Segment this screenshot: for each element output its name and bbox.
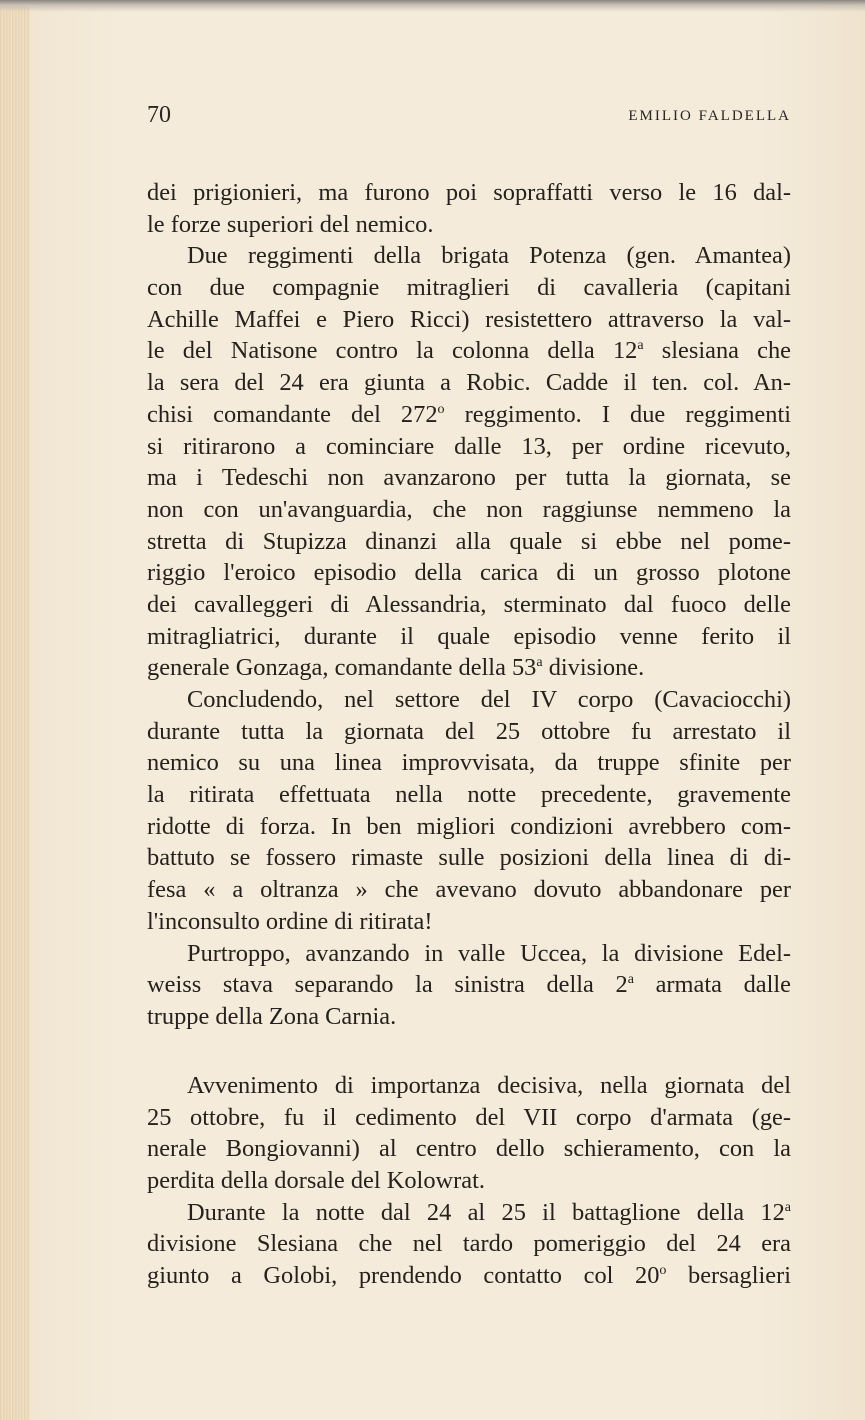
superscript: a (637, 338, 644, 354)
text-line: 25 ottobre, fu il cedimento del VII corpo d'armata (ge- (147, 1103, 791, 1131)
superscript: o (659, 1263, 667, 1279)
text-line: perdita della dorsale del Kolowrat. (147, 1167, 485, 1195)
superscript: a (627, 972, 634, 988)
page-header (147, 102, 791, 142)
text-line: la ritirata effettuata nella notte precedente, gravemente (147, 781, 791, 809)
text-line: durante tutta la giornata del 25 ottobre fu arrestato il (147, 717, 791, 745)
text-line: riggio l'eroico episodio della carica di un grosso plotone (147, 559, 791, 587)
superscript: a (536, 655, 543, 671)
page-edge (0, 0, 30, 1420)
text-line (147, 335, 791, 367)
text-line: si ritirarono a cominciare dalle 13, per ordine ricevuto, (147, 432, 791, 460)
text-segment: divisione. (542, 654, 645, 682)
text-line (147, 652, 791, 684)
text-line (147, 969, 791, 1001)
superscript: o (437, 401, 445, 417)
text-line: truppe della Zona Carnia. (147, 1002, 397, 1030)
text-segment: generale Gonzaga, comandante della 53 (147, 654, 537, 682)
text-segment: slesiana che (643, 337, 791, 365)
text-line (147, 1197, 791, 1229)
text-line: con due compagnie mitraglieri di cavalleria (capitani (147, 274, 791, 302)
text-line: Avvenimento di importanza decisiva, nella giornata del (187, 1072, 791, 1099)
text-segment: weiss stava separando la sinistra della 2 (147, 971, 628, 999)
text-line: mitragliatrici, durante il quale episodio venne ferito il (147, 622, 791, 650)
text-line: la sera del 24 era giunta a Robic. Cadde il ten. col. An- (147, 369, 791, 397)
text-line: nerale Bongiovanni) al centro dello schieramento, con la (147, 1135, 791, 1163)
page-number: 70 (147, 102, 171, 128)
running-head: EMILIO FALDELLA (628, 108, 791, 124)
text-line: le forze superiori del nemico. (147, 210, 434, 238)
text-line: nemico su una linea improvvisata, da truppe sfinite per (147, 749, 791, 777)
text-line: divisione Slesiana che nel tardo pomeriggio del 24 era (147, 1230, 791, 1258)
text-line: Due reggimenti della brigata Potenza (gen. Amantea) (187, 242, 791, 270)
text-line: Achille Maffei e Piero Ricci) resistettero attraverso la val- (147, 305, 791, 333)
text-line: Concludendo, nel settore del IV corpo (Cavaciocchi) (187, 686, 791, 713)
text-line: stretta di Stupizza dinanzi alla quale si ebbe nel pome- (147, 527, 791, 555)
text-segment: bersaglieri (666, 1262, 791, 1290)
text-segment: giunto a Golobi, prendendo contatto col 20 (147, 1262, 660, 1290)
text-segment: le del Natisone contro la colonna della 12 (147, 337, 638, 365)
text-line: l'inconsulto ordine di ritirata! (147, 907, 433, 935)
text-line: dei cavalleggeri di Alessandria, sterminato dal fuoco delle (147, 590, 791, 618)
superscript: a (784, 1199, 791, 1215)
text-line: ma i Tedeschi non avanzarono per tutta la giornata, se (147, 464, 791, 492)
text-line (147, 399, 791, 431)
text-segment: Durante la notte dal 24 al 25 il battaglione della 12 (187, 1198, 785, 1226)
text-line: ridotte di forza. In ben migliori condizioni avrebbero com- (147, 812, 791, 840)
text-line: Purtroppo, avanzando in valle Uccea, la divisione Edel- (187, 939, 791, 967)
scan-shadow (0, 0, 865, 12)
text-block-2 (147, 1070, 791, 1292)
text-line: dei prigionieri, ma furono poi sopraffatti verso le 16 dal- (147, 179, 791, 206)
text-segment: reggimento. I due reggimenti (444, 400, 791, 428)
text-block-1 (147, 177, 791, 1033)
text-line: battuto se fossero rimaste sulle posizioni della linea di di- (147, 844, 791, 872)
text-line: non con un'avanguardia, che non raggiunse nemmeno la (147, 495, 791, 523)
text-line: fesa « a oltranza » che avevano dovuto abbandonare per (147, 876, 791, 904)
text-segment: armata dalle (633, 971, 791, 999)
text-segment: chisi comandante del 272 (147, 400, 438, 428)
text-line (147, 1260, 791, 1292)
